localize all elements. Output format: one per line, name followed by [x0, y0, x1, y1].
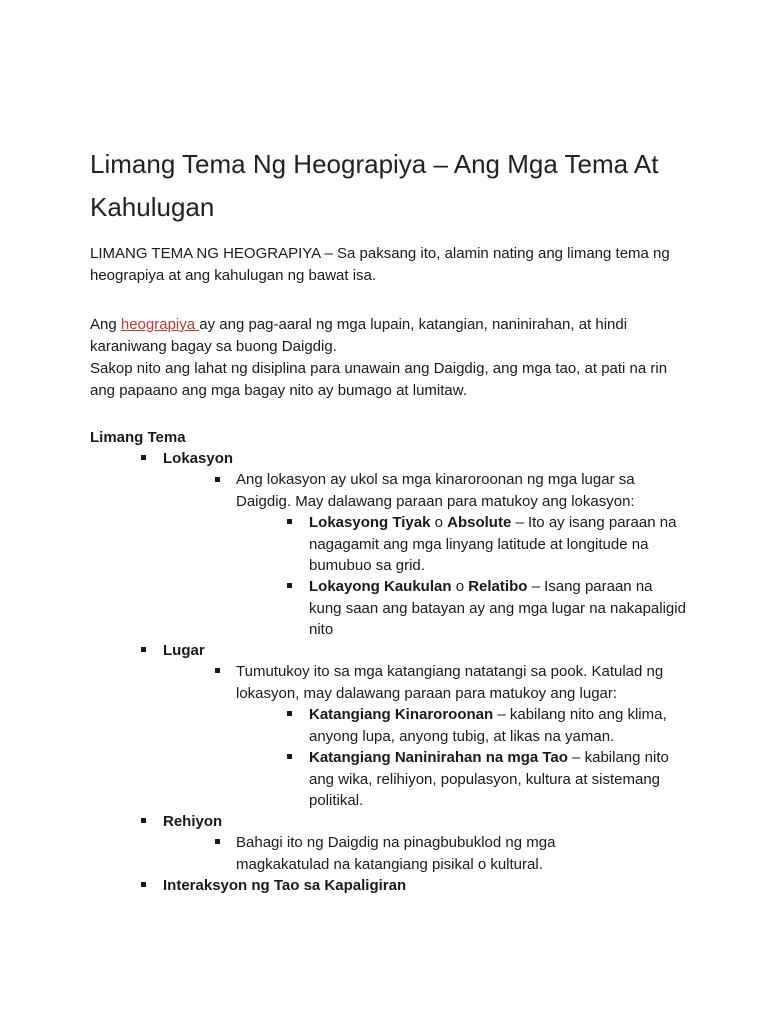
- lokasyon-description: Ang lokasyon ay ukol sa mga kinaroroonan ng mga lugar sa Daigdig. May dalawang paraan para matukoy ang lokasyon:: [236, 471, 635, 510]
- lugar-naninirahan: Katangiang Naninirahan na mga Tao – kabilang nito ang wika, relihiyon, populasyon, kultura at sistemang politikal.: [309, 749, 669, 809]
- lokasyon-tiyak: Lokasyong Tiyak o Absolute – Ito ay isang paraan na nagagamit ang mga linyang latitude at longitude na bumubuo sa grid.: [309, 514, 677, 574]
- theme-rehiyon: Rehiyon: [163, 813, 223, 830]
- bullet-icon: [287, 754, 292, 759]
- heograpiya-link[interactable]: heograpiya: [120, 316, 200, 333]
- bullet-icon: [215, 668, 220, 673]
- bullet-icon: [141, 882, 146, 887]
- definition-suffix: ay ang pag-aaral ng mga lupain, katangian, naninirahan, at hindi karaniwang bagay sa buong Daigdig.: [90, 316, 628, 355]
- definition-paragraph: [90, 314, 690, 357]
- lugar-description: Tumutukoy ito sa mga katangiang natatangi sa pook. Katulad ng lokasyon, may dalawang paraan para matukoy ang lugar:: [236, 663, 664, 702]
- bullet-icon: [141, 455, 146, 460]
- bullet-icon: [141, 818, 146, 823]
- bullet-icon: [215, 477, 220, 482]
- bullet-icon: [215, 839, 220, 844]
- section-heading: Limang Tema: [90, 429, 186, 446]
- scope-paragraph: Sakop nito ang lahat ng disiplina para unawain ang Daigdig, ang mga tao, at pati na rin ang papaano ang mga bagay nito ay bumago at lumitaw.: [90, 360, 668, 399]
- bullet-icon: [141, 647, 146, 652]
- intro-rest: – Sa paksang ito, alamin nating ang limang tema ng heograpiya at ang kahulugan ng bawat isa.: [90, 245, 670, 284]
- intro-paragraph: [90, 243, 690, 286]
- theme-lugar: Lugar: [163, 642, 205, 659]
- definition-prefix: Ang: [90, 316, 121, 333]
- bullet-icon: [287, 711, 292, 716]
- theme-interaksyon: Interaksyon ng Tao sa Kapaligiran: [163, 877, 407, 894]
- lugar-kinaroroonan: Katangiang Kinaroroonan – kabilang nito ang klima, anyong lupa, anyong tubig, at likas na yaman.: [309, 706, 667, 745]
- intro-lead: LIMANG TEMA NG HEOGRAPIYA: [90, 245, 321, 262]
- bullet-icon: [287, 583, 292, 588]
- theme-lokasyon: Lokasyon: [163, 450, 234, 467]
- bullet-icon: [287, 519, 292, 524]
- lokasyon-kaukulan: Lokayong Kaukulan o Relatibo – Isang paraan na kung saan ang batayan ay ang mga lugar na nakapaligid nito: [309, 578, 686, 638]
- page-title: Limang Tema Ng Heograpiya – Ang Mga Tema At Kahulugan: [90, 149, 659, 222]
- rehiyon-description: Bahagi ito ng Daigdig na pinagbubuklod ng mga magkakatulad na katangiang pisikal o kultural.: [236, 834, 556, 873]
